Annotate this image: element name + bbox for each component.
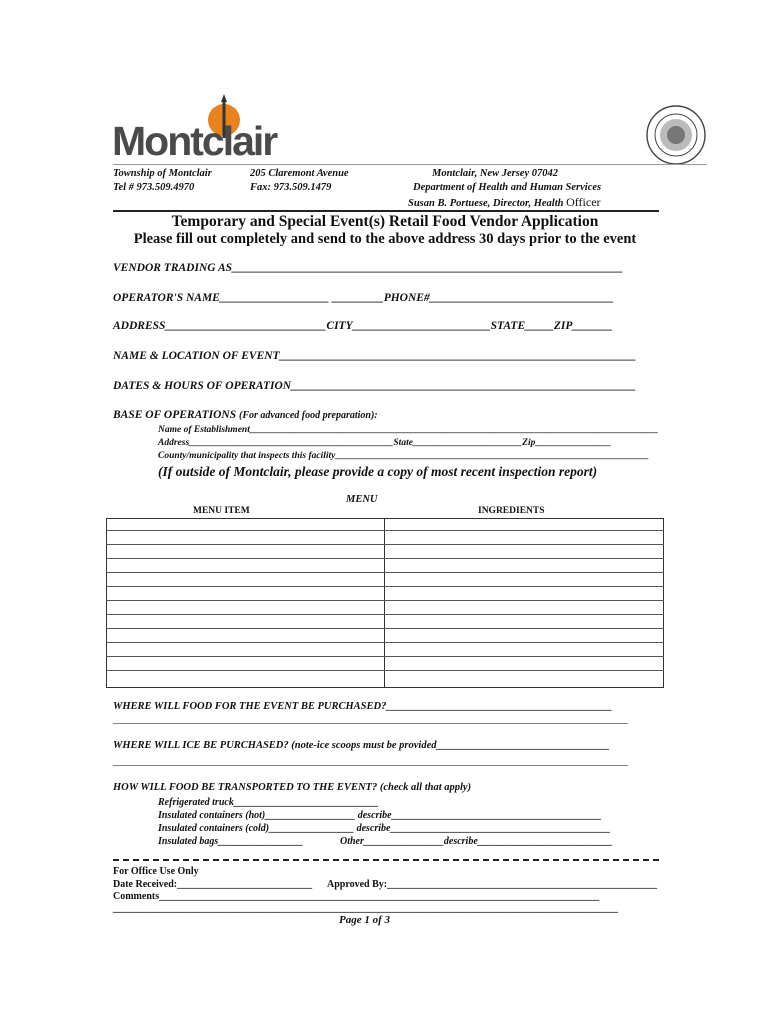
form-title: Temporary and Special Event(s) Retail Food Vendor Application (171, 213, 599, 230)
header-right-2: Department of Health and Human Services (413, 182, 602, 193)
logo-text: Montclair (112, 118, 277, 164)
header-left-2: Tel # 973.509.4970 (113, 182, 195, 193)
office-use-title: For Office Use Only (113, 866, 199, 877)
table-row[interactable] (106, 558, 664, 559)
dates-hours-field[interactable]: DATES & HOURS OF OPERATION____________________________________________________________ (113, 380, 637, 392)
table-row[interactable] (106, 642, 664, 643)
header-mid-2: Fax: 973.509.1479 (250, 182, 332, 193)
table-row[interactable] (106, 600, 664, 601)
operator-name-field[interactable]: OPERATOR'S NAME___________________ _________PHONE#________________________________ (113, 292, 614, 304)
establishment-address-field[interactable]: Address___________________________________________State_______________________Zip________________ (158, 438, 612, 448)
insulated-bags-field[interactable]: Insulated bags_________________ (158, 836, 304, 847)
vendor-trading-field[interactable]: VENDOR TRADING AS____________________________________________________________________ (113, 262, 624, 274)
montclair-logo (112, 94, 277, 164)
title-rule (113, 210, 659, 212)
header-left-1: Township of Montclair (113, 168, 212, 179)
insulated-hot-field[interactable]: Insulated containers (hot)__________________ describe__________________________________________ (158, 810, 602, 821)
township-seal (645, 104, 707, 166)
insulated-cold-field[interactable]: Insulated containers (cold)_________________ describe____________________________________________ (158, 823, 611, 834)
table-row[interactable] (106, 530, 664, 531)
refrigerated-truck-field[interactable]: Refrigerated truck_____________________________ (158, 797, 379, 808)
comments-field[interactable]: Comments________________________________________________________________________________________ (113, 891, 600, 902)
table-row[interactable] (106, 628, 664, 629)
date-received-field[interactable]: Date Received:___________________________ (113, 879, 313, 890)
menu-item-header: MENU ITEM (193, 506, 250, 516)
transport-question: HOW WILL FOOD BE TRANSPORTED TO THE EVENT? (check all that apply) (113, 782, 472, 793)
header-rule (113, 164, 707, 165)
table-row[interactable] (106, 572, 664, 573)
header-right-3 (408, 195, 601, 211)
header-right-3b: Officer (566, 195, 601, 209)
office-separator (113, 859, 659, 861)
approved-by-field[interactable]: Approved By:______________________________________________________ (327, 879, 658, 890)
table-row[interactable] (106, 614, 664, 615)
form-subtitle: Please fill out completely and send to the above address 30 days prior to the event (133, 231, 637, 247)
event-location-field[interactable]: NAME & LOCATION OF EVENT______________________________________________________________ (113, 350, 637, 362)
table-row[interactable] (106, 670, 664, 671)
header-right-1: Montclair, New Jersey 07042 (432, 168, 558, 179)
header-right-3a: Susan B. Portuese, Director, Health (408, 198, 564, 209)
establishment-field[interactable]: Name of Establishment______________________________________________________________________________________ (158, 425, 659, 435)
ingredients-header: INGREDIENTS (478, 506, 545, 516)
table-row[interactable] (106, 544, 664, 545)
address-field[interactable]: ADDRESS____________________________CITY________________________STATE_____ZIP_______ (113, 320, 613, 332)
food-purchase-question[interactable]: WHERE WILL FOOD FOR THE EVENT BE PURCHASED?___________________________________________ (113, 701, 613, 712)
table-row[interactable] (106, 586, 664, 587)
table-row[interactable] (106, 656, 664, 657)
food-purchase-line[interactable]: _______________________________________________________________________________________________________ (113, 714, 628, 725)
base-sub: (For advanced food preparation): (239, 410, 378, 421)
page-number: Page 1 of 3 (339, 914, 391, 926)
inspection-note: (If outside of Montclair, please provide a copy of most recent inspection report) (158, 464, 598, 479)
menu-title: MENU (346, 494, 378, 505)
other-transport-field[interactable]: Other________________describe___________________________ (340, 836, 613, 847)
county-field[interactable]: County/municipality that inspects this facility__________________________________________________________________ (158, 451, 649, 461)
ice-purchase-line[interactable]: _______________________________________________________________________________________________________ (113, 756, 628, 767)
header-mid-1: 205 Claremont Avenue (250, 168, 349, 179)
comments-line[interactable]: _____________________________________________________________________________________________________ (113, 903, 618, 914)
ice-purchase-question[interactable]: WHERE WILL ICE BE PURCHASED? (note-ice scoops must be provided_________________________________ (113, 740, 610, 751)
base-label: BASE OF OPERATIONS (113, 409, 237, 421)
base-of-operations (113, 409, 378, 421)
